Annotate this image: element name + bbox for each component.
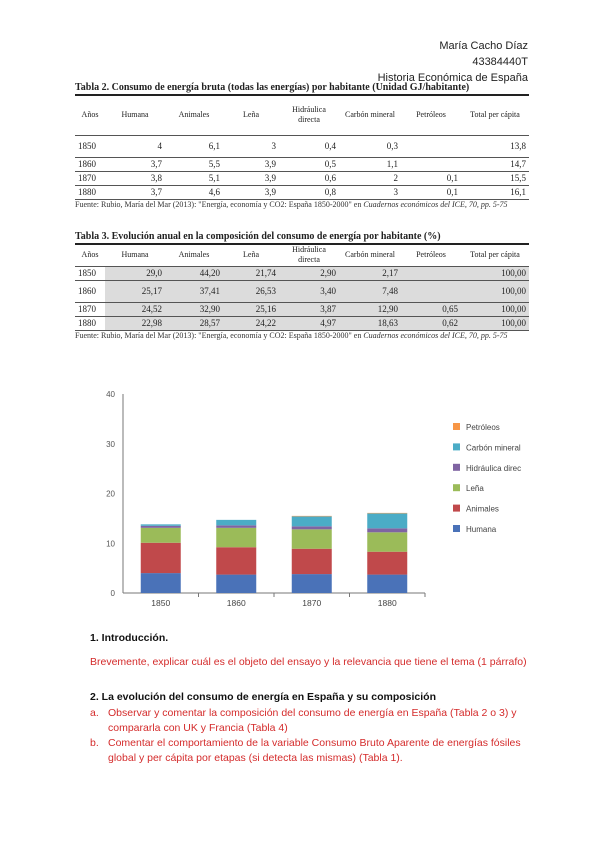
cell: 3 — [223, 135, 279, 157]
author-name: María Cacho Díaz — [439, 40, 528, 52]
cell: 3,40 — [279, 280, 339, 302]
student-id: 43384440T — [472, 56, 528, 68]
cell: 5,5 — [165, 157, 223, 171]
section-1 — [90, 631, 530, 646]
section-1-title: 1. Introducción. — [90, 632, 169, 644]
cell: 2,90 — [279, 266, 339, 280]
cell: 0,62 — [401, 316, 461, 330]
x-tick-label: 1850 — [151, 598, 171, 608]
bar-segment-humana — [141, 573, 181, 593]
legend-swatch — [453, 423, 460, 430]
x-tick-label: 1860 — [226, 598, 246, 608]
column-header: Hidráulica directa — [279, 244, 339, 266]
cell: 18,63 — [339, 316, 401, 330]
column-header: Petróleos — [401, 244, 461, 266]
cell — [401, 157, 461, 171]
x-tick-label: 1870 — [302, 598, 322, 608]
y-tick-label: 30 — [106, 439, 115, 449]
cell: 0,4 — [279, 135, 339, 157]
bar-segment-carb-n-mineral — [367, 513, 407, 528]
table-2-title: Tabla 2. Consumo de energía bruta (todas las energías) por habitante (Unidad GJ/habitante) — [75, 82, 470, 93]
y-tick-label: 10 — [106, 539, 115, 549]
bar-segment-humana — [216, 575, 256, 593]
bar-segment-le-a — [292, 529, 332, 548]
table-2 — [75, 82, 529, 210]
legend-swatch — [453, 484, 460, 491]
table-row — [75, 185, 529, 199]
table-row — [75, 302, 529, 316]
cell: 0,6 — [279, 171, 339, 185]
column-header: Leña — [223, 244, 279, 266]
cell: 2 — [339, 171, 401, 185]
table-header-row — [75, 244, 529, 266]
cell: 0,5 — [279, 157, 339, 171]
cell: 1870 — [75, 302, 105, 316]
cell: 21,74 — [223, 266, 279, 280]
cell: 1850 — [75, 135, 105, 157]
legend-label: Humana — [466, 525, 497, 534]
table-row — [75, 157, 529, 171]
chart-canvas — [75, 380, 529, 625]
cell: 4 — [105, 135, 165, 157]
bar-segment-le-a — [141, 528, 181, 543]
column-header: Total per cápita — [461, 244, 529, 266]
bar-segment-hidr-ulica-direc — [141, 526, 181, 528]
cell: 7,48 — [339, 280, 401, 302]
cell: 0,8 — [279, 185, 339, 199]
cell: 22,98 — [105, 316, 165, 330]
bar-segment-carb-n-mineral — [141, 524, 181, 525]
table-3-grid — [75, 243, 529, 331]
table-header-row — [75, 95, 529, 135]
cell: 3,9 — [223, 185, 279, 199]
y-tick-label: 20 — [106, 489, 115, 499]
column-header: Leña — [223, 95, 279, 135]
document-header — [378, 38, 528, 86]
column-header: Humana — [105, 95, 165, 135]
cell: 100,00 — [461, 302, 529, 316]
cell: 29,0 — [105, 266, 165, 280]
list-item-text: Observar y comentar la composición del consumo de energía en España (Tabla 2 o 3) y compararla con UK y Francia (Tabla 4) — [108, 707, 517, 734]
cell: 3,9 — [223, 157, 279, 171]
bar-segment-le-a — [367, 532, 407, 551]
bar-segment-petr-leos — [367, 513, 407, 514]
bar-segment-hidr-ulica-direc — [216, 525, 256, 527]
cell — [401, 266, 461, 280]
cell: 1850 — [75, 266, 105, 280]
cell: 0,65 — [401, 302, 461, 316]
legend-label: Hidráulica direc — [466, 463, 522, 473]
column-header: Hidráulica directa — [279, 95, 339, 135]
table-row — [75, 280, 529, 302]
list-marker: a. — [90, 707, 99, 719]
cell: 32,90 — [165, 302, 223, 316]
bar-segment-le-a — [216, 528, 256, 547]
section-2-item-a — [90, 706, 530, 736]
column-header: Años — [75, 244, 105, 266]
cell: 24,52 — [105, 302, 165, 316]
cell: 1860 — [75, 280, 105, 302]
cell: 4,6 — [165, 185, 223, 199]
cell: 2,17 — [339, 266, 401, 280]
table-2-source: Fuente: Rubio, María del Mar (2013): "Energía, economía y CO2: España 1850-2000" en Cuadernos económicos del ICE, 70, pp. 5-75 — [75, 199, 508, 209]
cell: 100,00 — [461, 316, 529, 330]
table-2-grid — [75, 94, 529, 200]
cell: 100,00 — [461, 266, 529, 280]
x-tick-label: 1880 — [377, 598, 397, 608]
column-header: Petróleos — [401, 95, 461, 135]
bar-segment-humana — [367, 575, 407, 593]
cell: 24,22 — [223, 316, 279, 330]
table-2-source-publication: Cuadernos económicos del ICE, 70, pp. 5-75 — [363, 199, 508, 209]
cell: 3,87 — [279, 302, 339, 316]
cell: 28,57 — [165, 316, 223, 330]
cell: 3,7 — [105, 185, 165, 199]
cell: 12,90 — [339, 302, 401, 316]
legend-swatch — [453, 525, 460, 532]
cell: 16,1 — [461, 185, 529, 199]
table-row — [75, 266, 529, 280]
cell: 5,1 — [165, 171, 223, 185]
bar-segment-animales — [367, 552, 407, 575]
legend-label: Leña — [466, 484, 484, 494]
cell: 1880 — [75, 316, 105, 330]
cell: 13,8 — [461, 135, 529, 157]
course-name: Historia Económica de España — [377, 72, 528, 84]
section-2-item-b — [90, 736, 530, 766]
cell: 25,16 — [223, 302, 279, 316]
bar-segment-carb-n-mineral — [292, 516, 332, 526]
cell: 100,00 — [461, 280, 529, 302]
column-header: Animales — [165, 244, 223, 266]
list-marker: b. — [90, 737, 99, 749]
cell: 3,8 — [105, 171, 165, 185]
cell: 44,20 — [165, 266, 223, 280]
bar-segment-carb-n-mineral — [216, 520, 256, 525]
table-row — [75, 171, 529, 185]
cell: 14,7 — [461, 157, 529, 171]
column-header: Carbón mineral — [339, 244, 401, 266]
column-header: Total per cápita — [461, 95, 529, 135]
cell: 0,1 — [401, 171, 461, 185]
cell: 1870 — [75, 171, 105, 185]
list-item-text: Comentar el comportamiento de la variable Consumo Bruto Aparente de energías fósiles global y per cápita por etapas (si detecta las mismas) (Tabla 1). — [108, 737, 521, 764]
legend-label: Animales — [466, 504, 499, 514]
cell: 25,17 — [105, 280, 165, 302]
cell: 37,41 — [165, 280, 223, 302]
cell: 6,1 — [165, 135, 223, 157]
table-3-source-publication: Cuadernos económicos del ICE, 70, pp. 5-75 — [363, 330, 508, 340]
column-header: Humana — [105, 244, 165, 266]
bar-segment-hidr-ulica-direc — [292, 526, 332, 529]
y-tick-label: 40 — [106, 390, 115, 399]
bar-segment-hidr-ulica-direc — [367, 528, 407, 532]
legend-label: Carbón mineral — [466, 443, 521, 453]
column-header: Carbón mineral — [339, 95, 401, 135]
table-row — [75, 135, 529, 157]
bar-segment-animales — [216, 547, 256, 574]
bar-segment-animales — [141, 543, 181, 573]
column-header: Animales — [165, 95, 223, 135]
legend-swatch — [453, 443, 460, 450]
cell: 1,1 — [339, 157, 401, 171]
cell: 1880 — [75, 185, 105, 199]
cell: 0,1 — [401, 185, 461, 199]
section-2 — [90, 690, 530, 705]
cell: 15,5 — [461, 171, 529, 185]
cell: 4,97 — [279, 316, 339, 330]
table-3 — [75, 231, 529, 341]
y-tick-label: 0 — [110, 589, 115, 598]
table-row — [75, 316, 529, 330]
section-1-instruction: Brevemente, explicar cuál es el objeto del ensayo y la relevancia que tiene el tema (1 párrafo) — [90, 656, 527, 668]
cell: 3,7 — [105, 157, 165, 171]
stacked-bar-chart — [75, 380, 529, 625]
bar-segment-petr-leos — [292, 516, 332, 517]
cell — [401, 280, 461, 302]
legend-label: Petróleos — [466, 423, 500, 432]
cell: 3,9 — [223, 171, 279, 185]
cell: 1860 — [75, 157, 105, 171]
legend-swatch — [453, 464, 460, 471]
cell: 26,53 — [223, 280, 279, 302]
cell: 3 — [339, 185, 401, 199]
section-2-title: 2. La evolución del consumo de energía en España y su composición — [90, 691, 437, 703]
column-header: Años — [75, 95, 105, 135]
table-3-title: Tabla 3. Evolución anual en la composición del consumo de energía por habitante (%) — [75, 231, 441, 242]
table-3-source: Fuente: Rubio, María del Mar (2013): "Energía, economía y CO2: España 1850-2000" en Cuadernos económicos del ICE, 70, pp. 5-75 — [75, 330, 508, 340]
bar-segment-humana — [292, 574, 332, 593]
bar-segment-animales — [292, 549, 332, 574]
cell — [401, 135, 461, 157]
cell: 0,3 — [339, 135, 401, 157]
legend-swatch — [453, 505, 460, 512]
